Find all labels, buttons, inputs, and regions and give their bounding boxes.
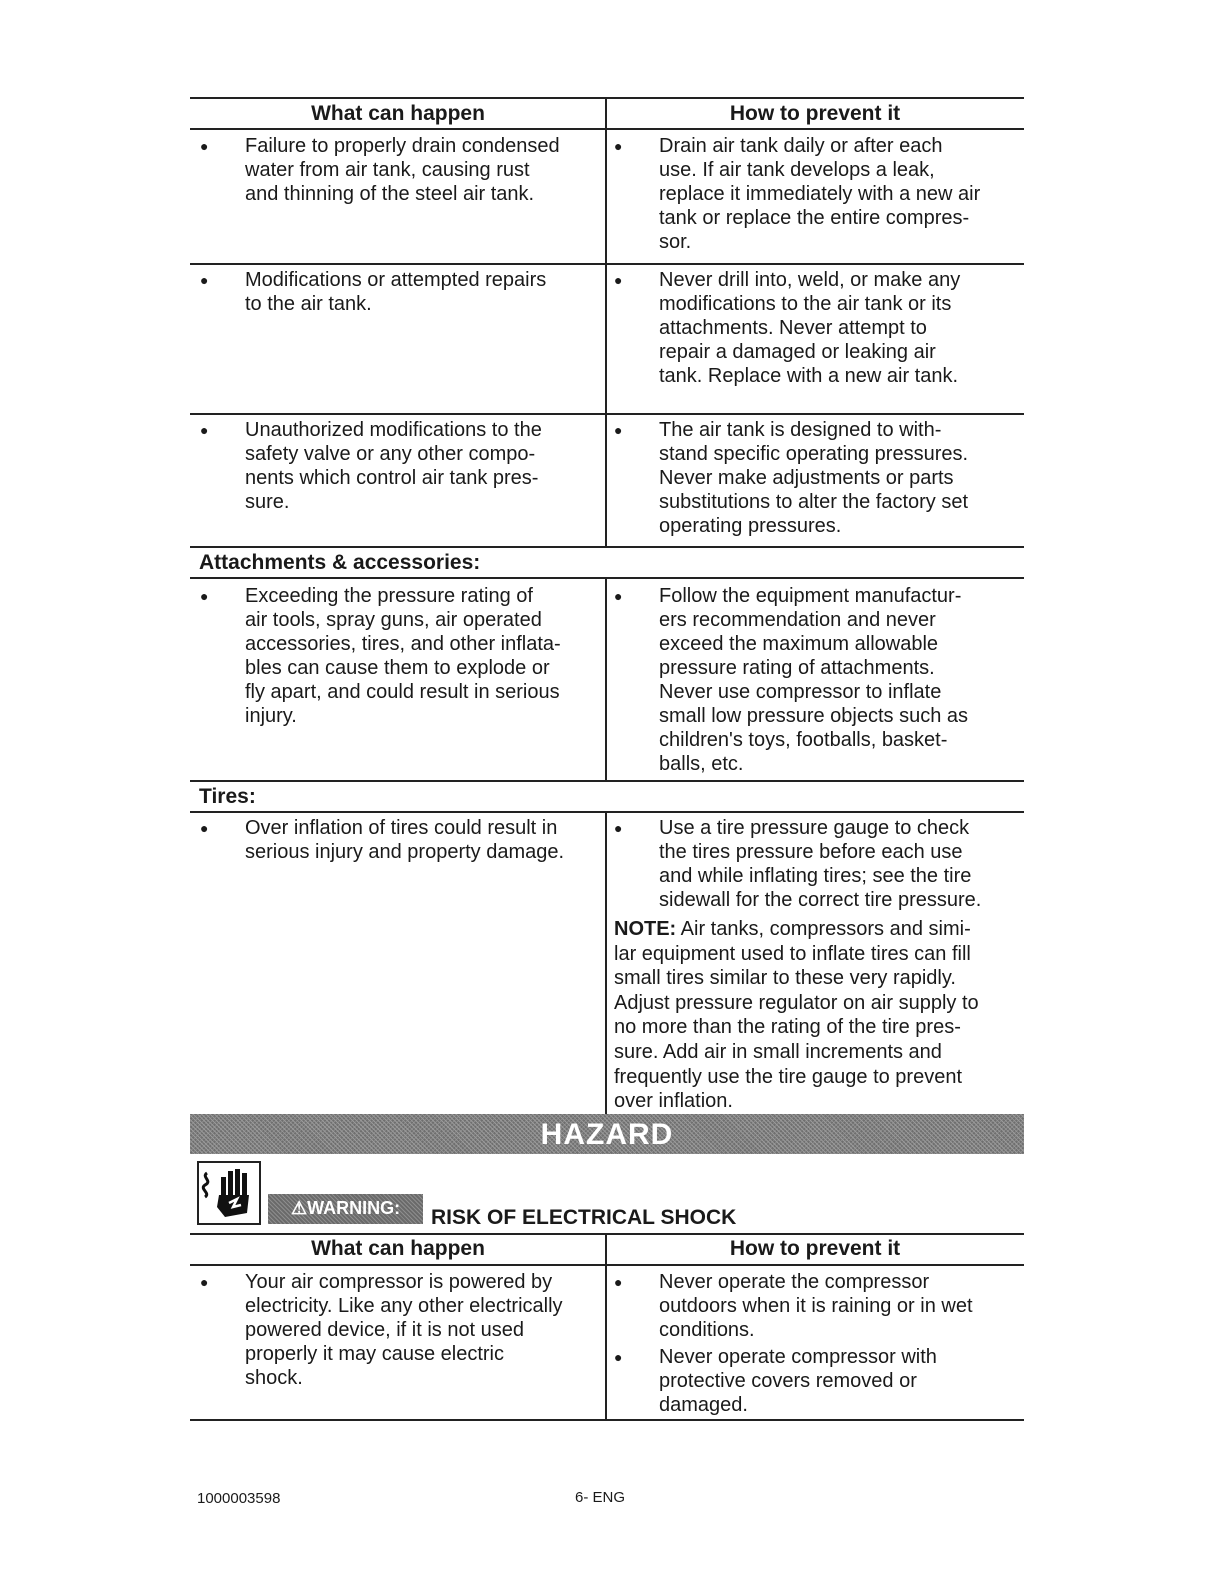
- bullet-icon: ●: [200, 588, 209, 604]
- table-bottom-rule: [190, 1419, 1024, 1421]
- list-item: ● Never operate compressor with protective covers removed or damaged.: [614, 1346, 937, 1416]
- list-item: ● Modifications or attempted repairs to the air tank.: [200, 269, 547, 315]
- bullet-icon: ●: [614, 1274, 623, 1290]
- note-label: NOTE:: [614, 918, 677, 940]
- bullet-icon: ●: [614, 820, 623, 836]
- doc-number: 1000003598: [197, 1490, 281, 1507]
- list-item: ● Drain air tank daily or after each use. If air tank develops a leak, replace it immediately with a new air tank or replace the entire compres- sor.: [614, 135, 981, 253]
- column-header-how: How to prevent it: [729, 102, 901, 125]
- list-item: ● Over inflation of tires could result in serious injury and property damage.: [200, 817, 565, 863]
- list-item: ● The air tank is designed to with- stand specific operating pressures. Never make adjustments or parts substitutions to alter the factory set operating pressures.: [614, 419, 969, 537]
- note-text: Air tanks, compressors and simi- lar equipment used to inflate tires can fill small tires similar to these very rapidly. Adjust pressure regulator on air supply to no more than the rating of the tire pres- sure. Add air in small increments and frequently use the tire gauge to prevent over inflation.: [614, 918, 979, 1113]
- row-rule: [190, 413, 1024, 415]
- section-rule: [190, 811, 1024, 813]
- table-top-rule: [190, 1233, 1024, 1235]
- bullet-icon: ●: [614, 138, 623, 154]
- tire-note: [614, 917, 1019, 1114]
- electric-shock-icon: [197, 1161, 261, 1225]
- column-header-what: What can happen: [311, 102, 485, 125]
- bullet-icon: ●: [200, 272, 209, 288]
- risk-title: RISK OF ELECTRICAL SHOCK: [431, 1206, 737, 1229]
- bullet-icon: ●: [200, 138, 209, 154]
- bullet-icon: ●: [614, 1349, 623, 1365]
- table-top-rule: [190, 97, 1024, 99]
- header-rule: [190, 128, 1024, 130]
- list-item: ● Your air compressor is powered by electricity. Like any other electrically powered device, if it is not used properly it may cause electric shock.: [200, 1271, 563, 1389]
- list-item: ● Unauthorized modifications to the safety valve or any other compo- nents which control air tank pres- sure.: [200, 419, 542, 513]
- list-item: ● Use a tire pressure gauge to check the tires pressure before each use and while inflating tires; see the tire sidewall for the correct tire pressure.: [614, 817, 982, 911]
- list-item: ● Never operate the compressor outdoors when it is raining or in wet conditions.: [614, 1271, 973, 1341]
- column-header-what: What can happen: [311, 1237, 485, 1260]
- bullet-icon: ●: [614, 272, 623, 288]
- column-header-how: How to prevent it: [729, 1237, 901, 1260]
- section-title-attachments: Attachments & accessories:: [199, 551, 481, 574]
- bullet-icon: ●: [200, 820, 209, 836]
- bullet-icon: ●: [200, 1274, 209, 1290]
- bullet-icon: ●: [614, 588, 623, 604]
- list-item: ● Never drill into, weld, or make any modifications to the air tank or its attachments. Never attempt to repair a damaged or leaking air tank. Replace with a new air tank.: [614, 269, 961, 387]
- warning-badge-text: ⚠WARNING:: [290, 1198, 401, 1218]
- column-divider: [605, 811, 607, 1114]
- list-item: ● Exceeding the pressure rating of air tools, spray guns, air operated accessories, tires, and other inflata- bles can cause them to explode or fly apart, and could result in serious injury.: [200, 585, 561, 727]
- hazard-banner: [190, 1114, 1024, 1154]
- warning-badge: [268, 1194, 423, 1224]
- row-rule: [190, 263, 1024, 265]
- list-item: ● Follow the equipment manufactur- ers recommendation and never exceed the maximum allowable pressure rating of attachments. Never use compressor to inflate small low pressure objects such as children's toys, footballs, basket- balls, etc.: [614, 585, 969, 775]
- section-title-tires: Tires:: [199, 785, 256, 808]
- column-divider: [605, 97, 607, 546]
- hazard-banner-text: HAZARD: [540, 1118, 674, 1151]
- row-rule: [190, 780, 1024, 782]
- section-rule: [190, 577, 1024, 579]
- row-rule: [190, 546, 1024, 548]
- column-divider: [605, 1233, 607, 1419]
- list-item: ● Failure to properly drain condensed water from air tank, causing rust and thinning of the steel air tank.: [200, 135, 560, 205]
- bullet-icon: ●: [614, 422, 623, 438]
- bullet-icon: ●: [200, 422, 209, 438]
- header-rule: [190, 1264, 1024, 1266]
- column-divider: [605, 577, 607, 780]
- page-number: 6- ENG: [575, 1489, 626, 1506]
